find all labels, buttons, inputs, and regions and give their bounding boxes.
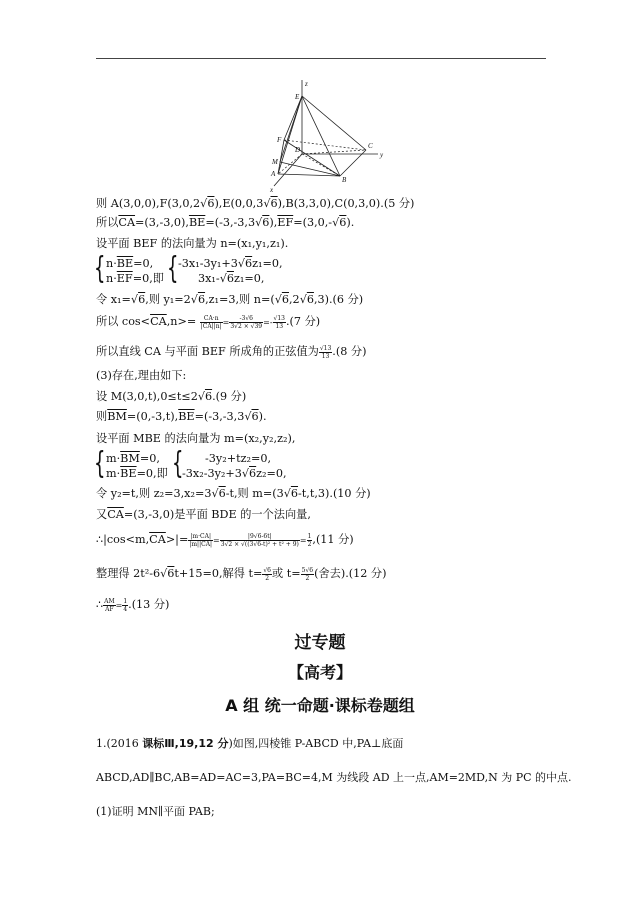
label-b: B xyxy=(342,176,347,184)
problem-1-line-2: ABCD,AD∥BC,AB=AD=AC=3,PA=BC=4,M 为线段 AD 上一点,AM=2MD,N 为 PC 的中点. xyxy=(96,771,572,784)
normal-bef-line: 设平面 BEF 的法向量为 n=(x₁,y₁,z₁). xyxy=(96,237,289,250)
label-c: C xyxy=(368,142,373,150)
label-a: A xyxy=(271,170,276,178)
solve-line: 整理得 2t²-6√6t+15=0,解得 t= $\frac{√6}{2}$ 或 t= $\frac{5√6}{2}$ (舍去).(12 分) xyxy=(96,566,387,582)
part-3-heading: (3)存在,理由如下: xyxy=(96,369,187,382)
let-line-1: 令 x₁=√6,则 y₁=2√6,z₁=3,则 n=(√6,2√6,3).(6 分) xyxy=(96,293,364,306)
label-f: F xyxy=(277,136,282,144)
sine-line: 所以直线 CA 与平面 BEF 所成角的正弦值为 $\frac{√13}{13}$ .(8 分) xyxy=(96,344,367,360)
vector-line: 所以$\overline{CA}=(3,-3,0),\overline{BE}=(-3,-3,3√6),\overline{EF}=(3,0,-√6)$. xyxy=(96,216,355,229)
header-rule xyxy=(96,58,546,59)
x-axis xyxy=(274,154,302,186)
normal-bde-line: 又$\overline{CA}=(3,-3,0)$是平面 BDE 的一个法向量, xyxy=(96,508,311,521)
section-subtitle: 【高考】 xyxy=(287,663,352,682)
ratio-line: ∴ $\frac{AM}{AF}$ = $\frac{1}{4}$ .(13 分) xyxy=(96,597,170,613)
group-title: A 组 统一命题·课标卷题组 xyxy=(225,696,415,715)
page: z E F D M A B C y x 则 A(3,0,0),F(3,0,2√6),E(0,0,3√6),B(3,3,0),C(0,3,0).(5 分) 所以$\overline{CA}=(3,-3,0),\overline{BE}=(-3,-3,3√6),\overline{EF}=(3,0,-√6)$. 设平面 BEF 的法向量为 n=(x₁,y₁,z₁). { $n\cdot\overline{BE}=0$, $n\cdot\overline{EF}=0$,即 { -3x₁-3y₁+3√6z₁=0, 3x₁-√6z₁=0, 令 x₁=√6,则 y₁=2√6,z₁=3,则 n=(√6,2√6,3).(6 分) 所以 $\cos<\overline{CA},n>=$ $\frac{CA\cdot n}{|CA||n|}$ = $\frac{-3√6}{3√2 \times √39}$ =- $\frac{√13}{13}$ .(7 分) 所以直线 CA 与平面 BEF 所成角的正弦值为 $\frac{√13}{13}$ .(8 分) (3)存在,理由如下: 设 M(3,0,t),0≤t≤2√6.(9 分) 则$\overline{BM}=(0,-3,t),\overline{BE}=(-3,-3,3√6)$. 设平面 MBE 的法向量为 m=(x₂,y₂,z₂), { $m\cdot\overline{BM}=0$, $m\cdot\overline{BE}=0$,即 { -3y₂+tz₂=0, -3x₂-3y₂+3√6z₂=0, 令 y₂=t,则 z₂=3,x₂=3√6-t,则 m=(3√6-t,t,3).(10 分) 又$\overline{CA}=(3,-3,0)$是平面 BDE 的一个法向量, $\therefore|\cos<m,\overline{CA}>|=$ $\frac{|m\cdot CA|}{|m||CA|}$ = $\frac{|9√6-6t|}{\text{3√2 × √((3√6-t)² + t² + 9)}}$ = $\frac{1}{2}$ ,(11 分) 整理得 2t²-6√6t+15=0,解得 t= $\frac{√6}{2}$ 或 t= $\frac{5√6}{2}$ (舍去).(12 分) ∴ $\frac{AM}{AF}$ = $\frac{1}{4}$ .(13 分) 过专题 【高考】 A 组 统一命题·课标卷题组 1.(2016 课标Ⅲ,19,12 分)如图,四棱锥 P-ABCD 中,PA⊥底面 ABCD,AD∥BC,AB=AD=AC=3,PA=BC=4,M 为线段 AD 上一点,AM=2MD,N 为 PC 的中点. (1)证明 MN∥平面 PAB; xyxy=(0,0,640,905)
label-d: D xyxy=(295,146,301,154)
set-m-line: 设 M(3,0,t),0≤t≤2√6.(9 分) xyxy=(96,390,247,403)
problem-1-line-3: (1)证明 MN∥平面 PAB; xyxy=(96,805,215,818)
solid-figure xyxy=(262,78,392,194)
label-y: y xyxy=(380,151,384,159)
cos-line-1: 所以 $\cos<\overline{CA},n>=$ $\frac{CA\cdot n}{|CA||n|}$ = $\frac{-3√6}{3√2 \times √39}$ =- $\frac{√13}{13}$ .(7 分) xyxy=(96,314,321,330)
label-z: z xyxy=(305,80,308,88)
normal-mbe-line: 设平面 MBE 的法向量为 m=(x₂,y₂,z₂), xyxy=(96,432,296,445)
cos-line-2: $\therefore|\cos<m,\overline{CA}>|=$ $\frac{|m\cdot CA|}{|m||CA|}$ = $\frac{|9√6-6t|}{\text{3√2 × √((3√6-t)² + t² + 9)}}$ = $\frac{1}{2}$ ,(11 分) xyxy=(96,532,354,548)
coords-line: 则 A(3,0,0),F(3,0,2√6),E(0,0,3√6),B(3,3,0),C(0,3,0).(5 分) xyxy=(96,197,415,210)
label-m: M xyxy=(272,158,278,166)
let-line-2: 令 y₂=t,则 z₂=3,x₂=3√6-t,则 m=(3√6-t,t,3).(10 分) xyxy=(96,487,371,500)
bm-line: 则$\overline{BM}=(0,-3,t),\overline{BE}=(-3,-3,3√6)$. xyxy=(96,410,267,423)
section-title: 过专题 xyxy=(294,633,346,653)
label-e: E xyxy=(295,93,300,101)
label-x: x xyxy=(270,186,274,194)
problem-1-line-1: 1.(2016 课标Ⅲ,19,12 分)如图,四棱锥 P-ABCD 中,PA⊥底面 xyxy=(96,737,404,750)
